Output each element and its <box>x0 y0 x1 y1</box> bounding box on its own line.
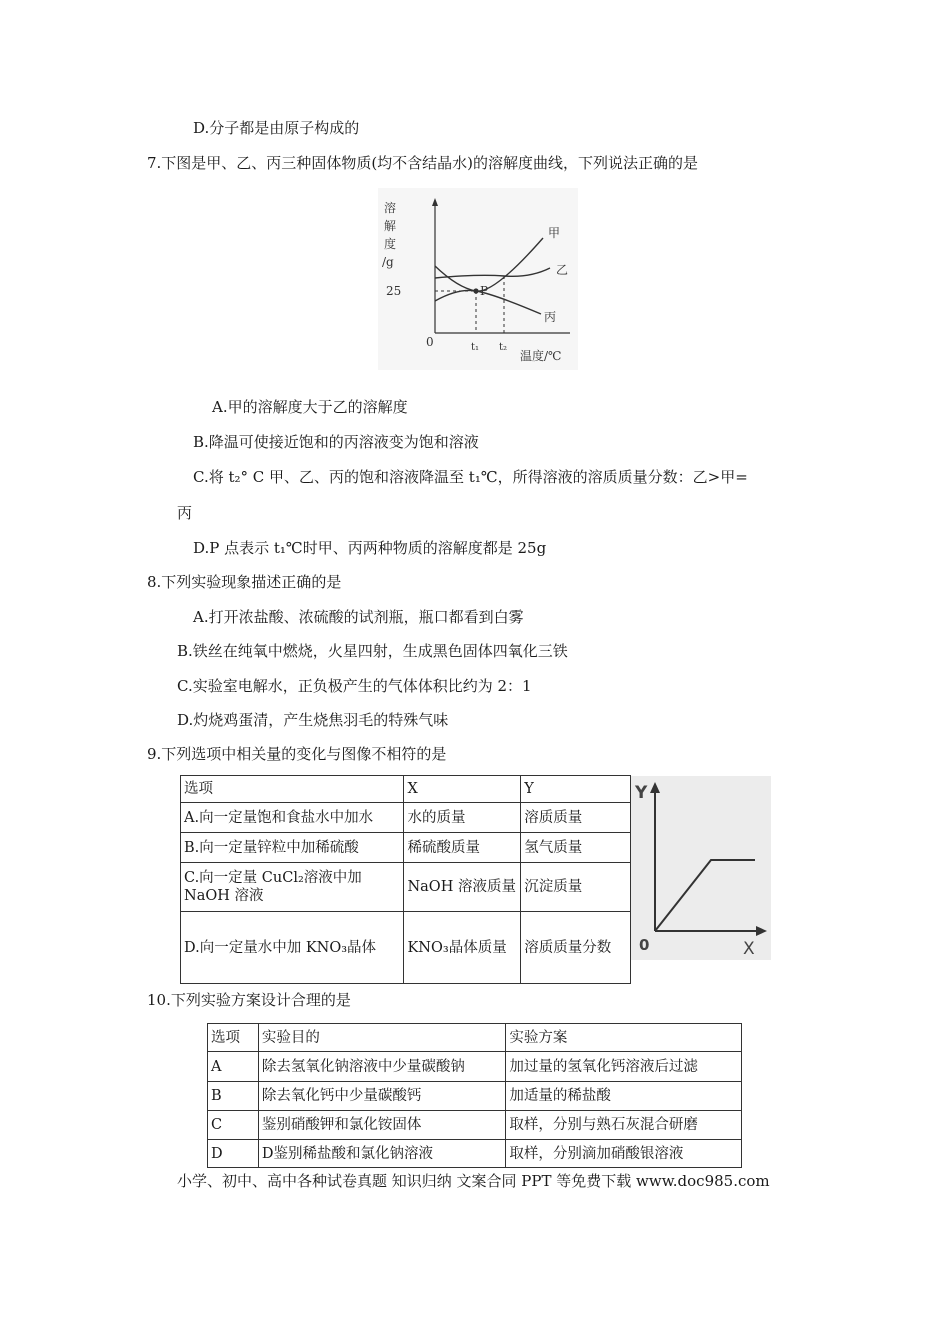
table-cell: 水的质量 <box>404 803 521 833</box>
page-footer: 小学、初中、高中各种试卷真题 知识归纳 文案合同 PPT 等免费下载 www.doc985.com <box>177 1172 770 1190</box>
table-cell: B <box>208 1082 259 1111</box>
table-cell: 除去氢氧化钠溶液中少量碳酸钠 <box>258 1052 506 1082</box>
graph-y-label: Y <box>635 783 648 803</box>
table-header-row <box>208 1024 742 1052</box>
table-cell: 溶质质量 <box>521 803 631 833</box>
table-cell: 取样，分别滴加硝酸银溶液 <box>506 1140 742 1168</box>
y-label-3: 度 <box>384 237 397 251</box>
solubility-curve-figure <box>378 188 578 370</box>
x-tick-t2: t₂ <box>499 342 508 353</box>
x-tick-t1: t₁ <box>471 342 480 353</box>
table-cell: 稀硫酸质量 <box>404 833 521 863</box>
q8-option-b: B.铁丝在纯氧中燃烧，火星四射，生成黑色固体四氧化三铁 <box>177 642 568 660</box>
q7-option-b: B.降温可使接近饱和的丙溶液变为饱和溶液 <box>193 433 479 451</box>
table-row <box>208 1082 742 1111</box>
header-cell: 选项 <box>181 776 404 803</box>
table-cell: D鉴别稀盐酸和氯化钠溶液 <box>258 1140 506 1168</box>
q9-graph <box>631 776 771 960</box>
y-tick-25: 25 <box>386 284 402 298</box>
point-p-label: P <box>480 284 489 298</box>
q8-option-d: D.灼烧鸡蛋清，产生烧焦羽毛的特殊气味 <box>177 711 449 729</box>
table-cell: 氢气质量 <box>521 833 631 863</box>
q6-option-d: D.分子都是由原子构成的 <box>193 119 360 137</box>
y-label-1: 溶 <box>384 201 397 215</box>
y-label-4: /g <box>382 255 394 269</box>
table-row <box>208 1052 742 1082</box>
table-cell: NaOH 溶液质量 <box>404 863 521 912</box>
origin-label: 0 <box>426 335 434 349</box>
table-cell: KNO₃晶体质量 <box>404 912 521 984</box>
header-cell: 选项 <box>208 1024 259 1052</box>
table-row <box>181 863 631 912</box>
graph-x-label: X <box>743 939 755 959</box>
table-cell: 溶质质量分数 <box>521 912 631 984</box>
table-row <box>181 912 631 984</box>
table-cell: C.向一定量 CuCl₂溶液中加 NaOH 溶液 <box>181 863 404 912</box>
curve-label-jia: 甲 <box>548 226 561 240</box>
q9-table <box>180 775 631 984</box>
graph-origin: 0 <box>639 936 650 954</box>
q7-option-c: C.将 t₂° C 甲、乙、丙的饱和溶液降温至 t₁℃，所得溶液的溶质质量分数：乙>甲= <box>193 468 748 486</box>
header-cell: 实验方案 <box>506 1024 742 1052</box>
table-cell: A.向一定量饱和食盐水中加水 <box>181 803 404 833</box>
y-label-2: 解 <box>384 219 397 233</box>
table-cell: 加过量的氢氧化钙溶液后过滤 <box>506 1052 742 1082</box>
q7-option-d: D.P 点表示 t₁℃时甲、丙两种物质的溶解度都是 25g <box>193 539 547 557</box>
table-row <box>181 833 631 863</box>
header-cell: X <box>404 776 521 803</box>
table-header-row <box>181 776 631 803</box>
q8-option-a: A.打开浓盐酸、浓硫酸的试剂瓶，瓶口都看到白雾 <box>193 608 524 626</box>
table-row <box>208 1111 742 1140</box>
table-cell: B.向一定量锌粒中加稀硫酸 <box>181 833 404 863</box>
curve-label-yi: 乙 <box>556 263 569 277</box>
table-cell: D <box>208 1140 259 1168</box>
q10-table <box>207 1023 742 1168</box>
q9-stem: 9.下列选项中相关量的变化与图像不相符的是 <box>147 745 447 763</box>
q8-stem: 8.下列实验现象描述正确的是 <box>147 573 342 591</box>
table-cell: 加适量的稀盐酸 <box>506 1082 742 1111</box>
point-p <box>473 288 478 293</box>
table-cell: 沉淀质量 <box>521 863 631 912</box>
table-cell: 取样，分别与熟石灰混合研磨 <box>506 1111 742 1140</box>
table-cell: 除去氧化钙中少量碳酸钙 <box>258 1082 506 1111</box>
q7-stem: 7.下图是甲、乙、丙三种固体物质(均不含结晶水)的溶解度曲线，下列说法正确的是 <box>147 154 699 172</box>
table-cell: 鉴别硝酸钾和氯化铵固体 <box>258 1111 506 1140</box>
q7-option-a: A.甲的溶解度大于乙的溶解度 <box>212 398 408 416</box>
table-cell: C <box>208 1111 259 1140</box>
q8-option-c: C.实验室电解水，正负极产生的气体体积比约为 2：1 <box>177 677 532 695</box>
table-row <box>181 803 631 833</box>
curve-label-bing: 丙 <box>544 310 557 324</box>
header-cell: Y <box>521 776 631 803</box>
table-row <box>208 1140 742 1168</box>
q10-stem: 10.下列实验方案设计合理的是 <box>147 991 351 1009</box>
q7-option-c-cont: 丙 <box>177 504 193 522</box>
header-cell: 实验目的 <box>258 1024 506 1052</box>
table-cell: A <box>208 1052 259 1082</box>
table-cell: D.向一定量水中加 KNO₃晶体 <box>181 912 404 984</box>
x-axis-label: 温度/℃ <box>520 349 562 363</box>
